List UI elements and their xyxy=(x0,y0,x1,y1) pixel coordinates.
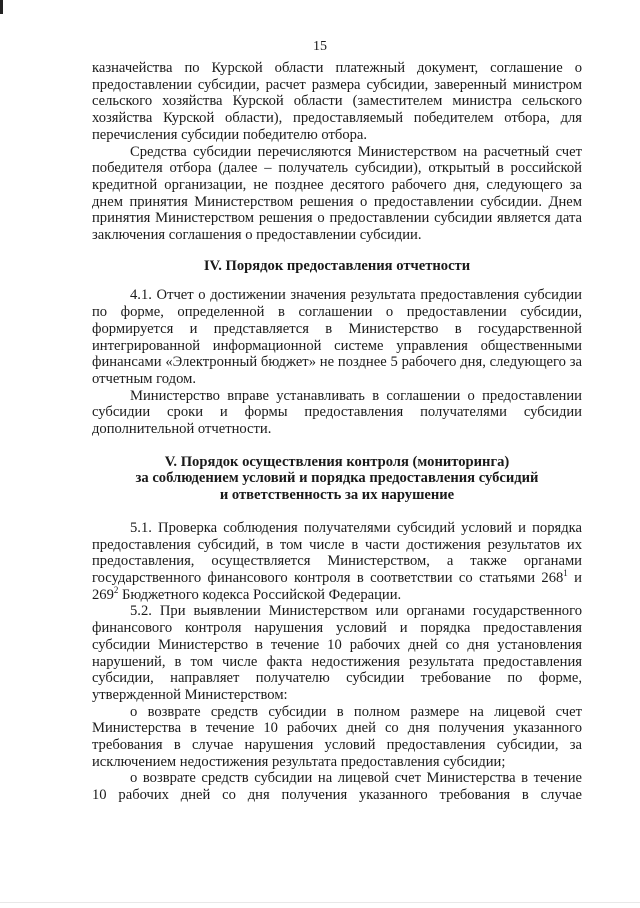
section-heading-v-line1: V. Порядок осуществления контроля (мониторинга) xyxy=(164,453,510,470)
document-body xyxy=(92,60,582,804)
section-heading-v-line2: за соблюдением условий и порядка предоставления субсидий xyxy=(135,470,539,487)
paragraph-full-refund: о возврате средств субсидии в полном размере на лицевой счет Министерства в течение 10 рабочих дней со дня получения указанного требования в случае нарушения условий предоставления субсидии, за исключением недостижения результата предоставления субсидии; xyxy=(92,703,582,770)
paragraph-subsidy-transfer: Средства субсидии перечисляются Министерством на расчетный счет победителя отбора (далее – получатель субсидии), открытый в российской кредитной организации, не позднее десятого рабочего дня, следующего за днем принятия Министерством решения о предоставлении субсидии. Днем принятия Министерством решения о предоставлении субсидии является дата заключения соглашения о предоставлении субсидии. xyxy=(92,143,582,244)
paragraph-5-1-end: Бюджетного кодекса Российской Федерации. xyxy=(118,586,402,603)
section-heading-iv: IV. Порядок предоставления отчетности xyxy=(203,257,471,274)
scan-edge-mark xyxy=(0,0,3,14)
section-heading-v xyxy=(92,454,582,504)
paragraph-5-1-and: и 269 xyxy=(92,569,582,603)
paragraph-5-1-text: 5.1. Проверка соблюдения получателями субсидий условий и порядка предоставления субсидий, в том числе в части достижения результатов их предоставления, осуществляется Министерством, а также органами государственного финансового контроля в соответствии со статьями 268 xyxy=(92,519,582,586)
paragraph-5-1 xyxy=(92,520,582,604)
page-number: 15 xyxy=(313,39,327,54)
section-heading-v-line3: и ответственность за их нарушение xyxy=(219,487,455,504)
paragraph-partial-refund: о возврате средств субсидии на лицевой счет Министерства в течение 10 рабочих дней со дня получения указанного требования в случае xyxy=(92,770,582,804)
scan-bottom-edge xyxy=(0,902,640,903)
paragraph-5-2: 5.2. При выявлении Министерством или органами государственного финансового контроля нарушения условий и порядка предоставления субсидии Министерство в течение 10 рабочих дней со дня установления нарушений, в том числе факта недостижения результата предоставления субсидии, направляет получателю субсидии требование по форме, утвержденной Министерством: xyxy=(92,603,582,703)
paragraph-additional-reporting: Министерство вправе устанавливать в соглашении о предоставлении субсидии сроки и формы предоставления получателями субсидии дополнительной отчетности. xyxy=(92,387,582,438)
superscript-269: 2 xyxy=(113,584,119,595)
paragraph-continuation: казначейства по Курской области платежный документ, соглашение о предоставлении субсидии, расчет размера субсидии, заверенный министром сельского хозяйства Курской области (заместителем министра сельского хозяйства Курской области), предоставляемый победителем отбора, для перечисления субсидии победителю отбора. xyxy=(92,60,582,143)
paragraph-4-1: 4.1. Отчет о достижении значения результата предоставления субсидии по форме, определенной в соглашении о предоставлении субсидии, формируется и представляется в Министерство в государственной интегрированной информационной системе управления общественными финансами «Электронный бюджет» не позднее 5 рабочего дня, следующего за отчетным годом. xyxy=(92,287,582,387)
superscript-268: 1 xyxy=(563,568,568,579)
